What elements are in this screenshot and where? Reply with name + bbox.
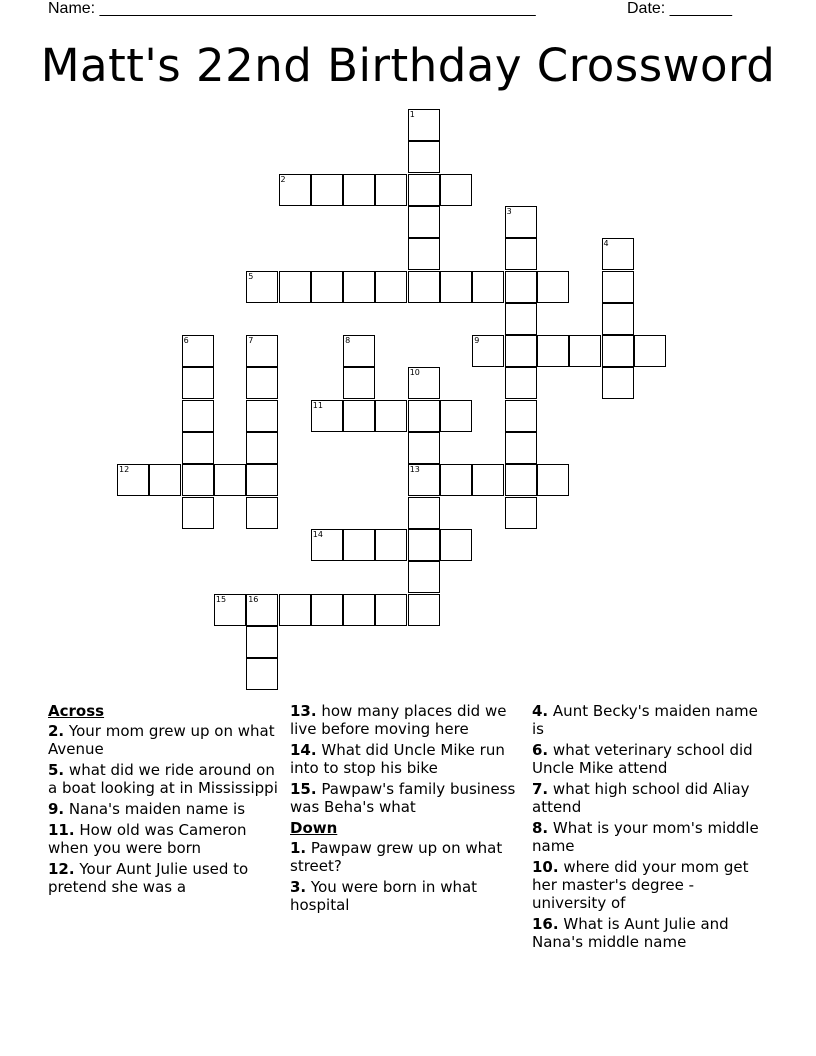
cell-number: 3 (506, 206, 512, 216)
grid-cell[interactable] (408, 497, 440, 529)
grid-cell[interactable] (440, 400, 472, 432)
grid-cell[interactable] (246, 432, 278, 464)
clue-across-12: 12. Your Aunt Julie used to pretend she was a (48, 860, 249, 896)
cell-number: 1 (409, 110, 415, 119)
grid-cell[interactable] (182, 497, 214, 529)
cell-number: 8 (345, 336, 351, 346)
clue-across-14: 14. What did Uncle Mike run into to stop his bike (290, 741, 505, 777)
clue-down-16: 16. What is Aunt Julie and Nana's middle name (532, 915, 729, 951)
grid-cell[interactable] (602, 303, 634, 335)
grid-cell[interactable] (505, 335, 537, 367)
cell-number: 15 (215, 594, 227, 604)
grid-cell[interactable] (505, 464, 537, 496)
grid-cell[interactable] (505, 206, 537, 238)
page-title: Matt's 22nd Birthday Crossword (40, 39, 776, 92)
grid-cell[interactable] (602, 271, 634, 303)
grid-cell[interactable] (505, 400, 537, 432)
grid-cell[interactable] (505, 432, 537, 464)
cell-number: 16 (248, 594, 259, 604)
grid-cell[interactable] (246, 335, 278, 367)
grid-cell[interactable] (408, 141, 440, 173)
grid-cell[interactable] (375, 529, 407, 561)
cell-number: 5 (248, 271, 254, 281)
grid-cell[interactable] (408, 206, 440, 238)
grid-cell[interactable] (279, 174, 311, 206)
grid-cell[interactable] (375, 594, 407, 626)
header-fields (48, 0, 748, 20)
grid-cell[interactable] (472, 271, 504, 303)
grid-cell[interactable] (246, 400, 278, 432)
grid-cell[interactable] (182, 335, 214, 367)
grid-cell[interactable] (408, 271, 440, 303)
clue-down-10: 10. where did your mom get her master's degree -university of (532, 858, 749, 912)
grid-cell[interactable] (505, 303, 537, 335)
grid-cell[interactable] (214, 464, 246, 496)
cell-number: 6 (183, 336, 189, 346)
grid-cell[interactable] (182, 367, 214, 399)
grid-cell[interactable] (343, 529, 375, 561)
clue-column-3 (532, 702, 764, 954)
grid-cell[interactable] (602, 367, 634, 399)
grid-cell[interactable] (311, 271, 343, 303)
grid-cell[interactable] (279, 271, 311, 303)
grid-cell[interactable] (537, 335, 569, 367)
grid-cell[interactable] (311, 174, 343, 206)
cell-number: 11 (312, 400, 323, 410)
grid-cell[interactable] (246, 464, 278, 496)
clue-across-13: 13. how many places did we live before moving here (290, 702, 507, 738)
grid-cell[interactable] (246, 626, 278, 658)
grid-cell[interactable] (408, 464, 440, 496)
grid-cell[interactable] (602, 238, 634, 270)
grid-cell[interactable] (182, 432, 214, 464)
name-field-label[interactable]: Name: _________________________________________________ (48, 0, 536, 17)
clue-down-8: 8. What is your mom's middle name (532, 819, 759, 855)
grid-cell[interactable] (440, 174, 472, 206)
cell-number: 9 (474, 336, 480, 346)
cell-number: 14 (312, 529, 323, 539)
grid-cell[interactable] (440, 271, 472, 303)
grid-cell[interactable] (440, 464, 472, 496)
grid-cell[interactable] (408, 367, 440, 399)
cell-number: 10 (409, 368, 420, 378)
clue-down-6: 6. what veterinary school did Uncle Mike attend (532, 741, 753, 777)
cell-number: 7 (248, 336, 254, 346)
grid-cell[interactable] (569, 335, 601, 367)
grid-cell[interactable] (343, 335, 375, 367)
grid-cell[interactable] (246, 594, 278, 626)
clue-down-4: 4. Aunt Becky's maiden name is (532, 702, 758, 738)
grid-cell[interactable] (375, 174, 407, 206)
cell-number: 13 (409, 465, 420, 475)
clue-down-1: 1. Pawpaw grew up on what street? (290, 839, 503, 875)
grid-cell[interactable] (602, 335, 634, 367)
grid-cell[interactable] (343, 174, 375, 206)
grid-cell[interactable] (117, 464, 149, 496)
grid-cell[interactable] (408, 561, 440, 593)
grid-cell[interactable] (214, 594, 246, 626)
grid-cell[interactable] (343, 400, 375, 432)
grid-cell[interactable] (246, 497, 278, 529)
down-heading: Down (290, 819, 338, 837)
grid-cell[interactable] (408, 594, 440, 626)
grid-cell[interactable] (246, 367, 278, 399)
grid-cell[interactable] (408, 238, 440, 270)
clue-column-1 (48, 702, 280, 899)
grid-cell[interactable] (343, 367, 375, 399)
grid-cell[interactable] (246, 658, 278, 690)
grid-cell[interactable] (182, 464, 214, 496)
grid-cell[interactable] (375, 400, 407, 432)
clue-column-2 (290, 702, 522, 917)
clue-across-9: 9. Nana's maiden name is (48, 800, 246, 818)
grid-cell[interactable] (472, 335, 504, 367)
clue-down-3: 3. You were born in what hospital (290, 878, 478, 914)
grid-cell[interactable] (408, 174, 440, 206)
grid-cell[interactable] (505, 271, 537, 303)
across-heading: Across (48, 702, 105, 720)
clue-across-2: 2. Your mom grew up on what Avenue (48, 722, 275, 758)
grid-cell[interactable] (472, 464, 504, 496)
cell-number: 4 (603, 239, 609, 249)
grid-cell[interactable] (343, 271, 375, 303)
grid-cell[interactable] (505, 497, 537, 529)
grid-cell[interactable] (182, 400, 214, 432)
grid-cell[interactable] (408, 400, 440, 432)
grid-cell[interactable] (408, 109, 440, 141)
grid-cell[interactable] (408, 432, 440, 464)
clue-down-7: 7. what high school did Aliay attend (532, 780, 750, 816)
grid-cell[interactable] (634, 335, 666, 367)
clue-across-15: 15. Pawpaw's family business was Beha's what (290, 780, 516, 816)
grid-cell[interactable] (246, 271, 278, 303)
cell-number: 12 (119, 465, 130, 475)
grid-cell[interactable] (505, 367, 537, 399)
grid-cell[interactable] (537, 271, 569, 303)
grid-cell[interactable] (311, 529, 343, 561)
grid-cell[interactable] (343, 594, 375, 626)
grid-cell[interactable] (375, 271, 407, 303)
grid-cell[interactable] (408, 529, 440, 561)
grid-cell[interactable] (505, 238, 537, 270)
grid-cell[interactable] (311, 594, 343, 626)
grid-cell[interactable] (311, 400, 343, 432)
clue-across-5: 5. what did we ride around on a boat looking at in Mississippi (48, 761, 278, 797)
grid-cell[interactable] (440, 529, 472, 561)
grid-cell[interactable] (537, 464, 569, 496)
cell-number: 2 (280, 174, 286, 184)
grid-cell[interactable] (149, 464, 181, 496)
grid-cell[interactable] (279, 594, 311, 626)
date-field-label[interactable]: Date: _______ (627, 0, 732, 17)
clue-across-11: 11. How old was Cameron when you were born (48, 821, 247, 857)
